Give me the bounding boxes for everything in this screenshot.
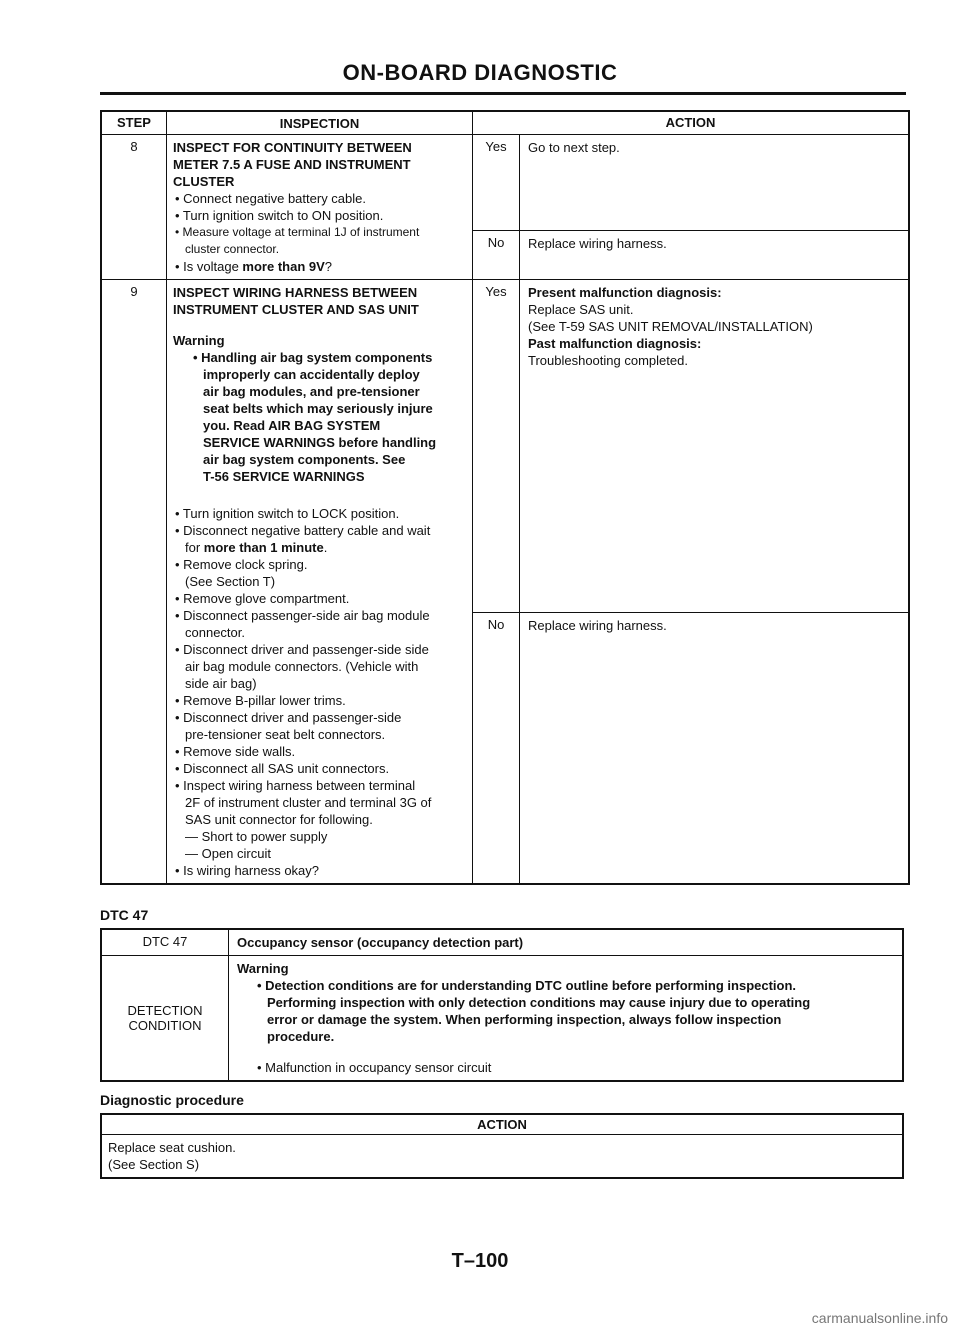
warning-line: air bag system components. See: [203, 452, 406, 467]
step-number: 9: [102, 280, 167, 883]
dtc-description: Occupancy sensor (occupancy detection part): [237, 935, 524, 950]
step-number: 8: [102, 135, 167, 279]
yes-branch: [473, 135, 908, 230]
text-span: .: [323, 540, 328, 555]
question-bold: more than 9V: [242, 259, 325, 274]
bullet-cont: cluster connector.: [185, 242, 280, 256]
bullet: • Disconnect all SAS unit connectors.: [175, 761, 390, 776]
warning-label: Warning: [173, 333, 225, 348]
condition-text: • Malfunction in occupancy sensor circuit: [257, 1060, 492, 1075]
bullet: • Disconnect passenger-side air bag module: [175, 608, 430, 623]
step-title-line: CLUSTER: [173, 174, 235, 189]
warning-line: • Detection conditions are for understanding DTC outline before performing inspection.: [257, 978, 797, 993]
step-table: [100, 110, 910, 885]
dtc-table: [100, 928, 904, 1082]
bullet-cont: side air bag): [185, 676, 257, 691]
warning-line: you. Read AIR BAG SYSTEM: [203, 418, 381, 433]
warning-line: improperly can accidentally deploy: [203, 367, 420, 382]
warning-line: Performing inspection with only detection conditions may cause injury due to operating: [267, 995, 811, 1010]
bullet: • Turn ignition switch to LOCK position.: [175, 506, 400, 521]
bullet: • Remove B-pillar lower trims.: [175, 693, 346, 708]
yes-action: Go to next step.: [528, 140, 620, 155]
action-line: Past malfunction diagnosis:: [528, 336, 702, 351]
yes-action: [520, 280, 908, 612]
step-row-9: [102, 279, 908, 883]
bullet: • Connect negative battery cable.: [175, 191, 367, 206]
bullet: • Measure voltage at terminal 1J of instrument: [175, 225, 420, 239]
bullet-cont: 2F of instrument cluster and terminal 3G of: [185, 795, 432, 810]
page-title: ON-BOARD DIAGNOSTIC: [342, 60, 618, 85]
condition-label: [102, 956, 229, 1080]
procedure-header: ACTION: [102, 1115, 902, 1135]
header-action: ACTION: [665, 115, 716, 130]
warning-line: seat belts which may seriously injure: [203, 401, 433, 416]
step-title-line: INSPECT WIRING HARNESS BETWEEN: [173, 285, 418, 300]
no-action: Replace wiring harness.: [528, 236, 667, 251]
dtc-heading: DTC 47: [100, 907, 149, 923]
procedure-heading: Diagnostic procedure: [100, 1092, 244, 1108]
header-inspection: INSPECTION: [167, 112, 473, 134]
question-suffix: ?: [324, 259, 333, 274]
no-action: Replace wiring harness.: [528, 618, 667, 633]
no-branch: [473, 612, 908, 883]
no-branch: [473, 230, 908, 279]
step-title-line: INSTRUMENT CLUSTER AND SAS UNIT: [173, 302, 419, 317]
text-span-bold: more than 1 minute: [203, 540, 324, 555]
bullet: • Disconnect driver and passenger-side: [175, 710, 402, 725]
question-prefix: • Is voltage: [175, 259, 243, 274]
procedure-body: [102, 1135, 902, 1177]
bullet: • Remove side walls.: [175, 744, 296, 759]
warning-label: Warning: [237, 961, 289, 976]
text-span: for: [185, 540, 204, 555]
title-rule: [100, 92, 906, 95]
step-title-line: INSPECT FOR CONTINUITY BETWEEN: [173, 140, 412, 155]
bullet: • Is wiring harness okay?: [175, 863, 320, 878]
condition-label-line: CONDITION: [128, 1018, 202, 1033]
action-line: (See T-59 SAS UNIT REMOVAL/INSTALLATION): [528, 319, 813, 334]
watermark: carmanualsonline.info: [811, 1310, 948, 1326]
step-row-8: [102, 134, 908, 279]
action-line: Troubleshooting completed.: [528, 353, 688, 368]
step-8-inspection: [167, 135, 473, 279]
bullet: • Remove glove compartment.: [175, 591, 350, 606]
header-step: STEP: [102, 112, 167, 134]
warning-line: error or damage the system. When performing inspection, always follow inspection: [267, 1012, 782, 1027]
warning-line: • Handling air bag system components: [193, 350, 433, 365]
table-header-row: [102, 112, 908, 134]
bullet-sub: — Open circuit: [185, 846, 271, 861]
bullet: • Disconnect driver and passenger-side side: [175, 642, 429, 657]
procedure-line: Replace seat cushion.: [108, 1140, 236, 1155]
warning-line: T-56 SERVICE WARNINGS: [203, 469, 365, 484]
bullet: • Inspect wiring harness between terminal: [175, 778, 416, 793]
procedure-table: [100, 1113, 904, 1179]
step-title-line: METER 7.5 A FUSE AND INSTRUMENT: [173, 157, 411, 172]
action-line: Replace SAS unit.: [528, 302, 634, 317]
bullet: • Turn ignition switch to ON position.: [175, 208, 384, 223]
bullet: • Disconnect negative battery cable and wait: [175, 523, 431, 538]
yes-branch: [473, 280, 908, 612]
step-9-inspection: [167, 280, 473, 883]
bullet-cont: connector.: [185, 625, 245, 640]
page-number: T–100: [451, 1250, 509, 1272]
question: [173, 258, 466, 275]
bullet-sub: — Short to power supply: [185, 829, 328, 844]
condition-content: [229, 956, 902, 1080]
dtc-condition-row: [102, 955, 902, 1080]
warning-line: procedure.: [267, 1029, 335, 1044]
bullet-cont: [173, 539, 466, 556]
bullet-cont: (See Section T): [185, 574, 276, 589]
bullet: • Remove clock spring.: [175, 557, 308, 572]
bullet-cont: SAS unit connector for following.: [185, 812, 373, 827]
step-9-action: [473, 280, 908, 883]
step-8-action: [473, 135, 908, 279]
bullet-cont: pre-tensioner seat belt connectors.: [185, 727, 386, 742]
warning-line: SERVICE WARNINGS before handling: [203, 435, 437, 450]
no-label: No: [473, 231, 520, 279]
yes-label: Yes: [473, 135, 520, 230]
action-line: Present malfunction diagnosis:: [528, 285, 722, 300]
dtc-code-row: [102, 930, 902, 955]
bullet-cont: air bag module connectors. (Vehicle with: [185, 659, 419, 674]
warning-line: air bag modules, and pre-tensioner: [203, 384, 420, 399]
condition-label-line: DETECTION: [127, 1003, 203, 1018]
dtc-code: DTC 47: [102, 930, 229, 955]
no-label: No: [473, 613, 520, 883]
procedure-line: (See Section S): [108, 1157, 200, 1172]
yes-label: Yes: [473, 280, 520, 612]
